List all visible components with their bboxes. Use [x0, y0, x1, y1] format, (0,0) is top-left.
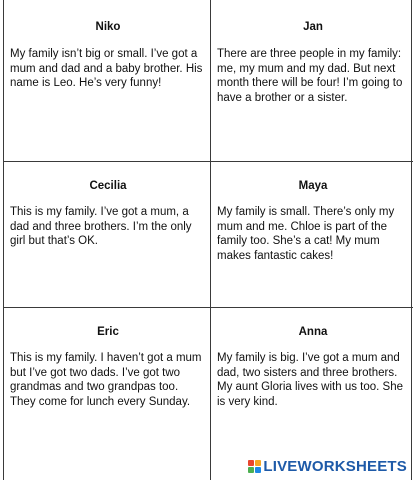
card-name: Jan: [303, 21, 323, 33]
card-eric: [4, 308, 211, 480]
card-text: My family is small. There’s only my mum and me. Chloe is part of the family too. She’s a cat! My mum makes fantastic cakes!: [217, 206, 395, 262]
card-name: Niko: [95, 21, 121, 33]
card-anna: [211, 308, 413, 480]
watermark-text: LIVEWORKSHEETS: [263, 458, 407, 475]
card-text: My family isn’t big or small. I’ve got a mum and dad and a baby brother. His name is Leo. He’s very funny!: [10, 48, 203, 89]
card-text: There are three people in my family: me, my mum and my dad. But next month there will be four! I’m going to have a brother or a sister.: [217, 48, 403, 104]
card-name: Eric: [97, 326, 119, 338]
card-text: This is my family. I haven’t got a mum but I’ve got two dads. I’ve got two grandmas and two grandpas too. They come for lunch every Sunday.: [10, 352, 202, 408]
card-name: Maya: [298, 180, 328, 192]
liveworksheets-watermark: [248, 459, 407, 474]
card-jan: [211, 0, 413, 162]
card-name: Cecilia: [89, 180, 127, 192]
card-cecilia: [4, 162, 211, 308]
card-niko: [4, 0, 211, 162]
card-text: This is my family. I’ve got a mum, a dad and three brothers. I’m the only girl but that’s OK.: [10, 206, 192, 247]
card-maya: [211, 162, 413, 308]
card-name: Anna: [298, 326, 328, 338]
card-text: My family is big. I’ve got a mum and dad, two sisters and three brothers. My aunt Gloria lives with us too. She is very kind.: [217, 352, 403, 408]
family-cards-grid: [3, 0, 412, 480]
liveworksheets-logo-icon: [248, 460, 261, 473]
